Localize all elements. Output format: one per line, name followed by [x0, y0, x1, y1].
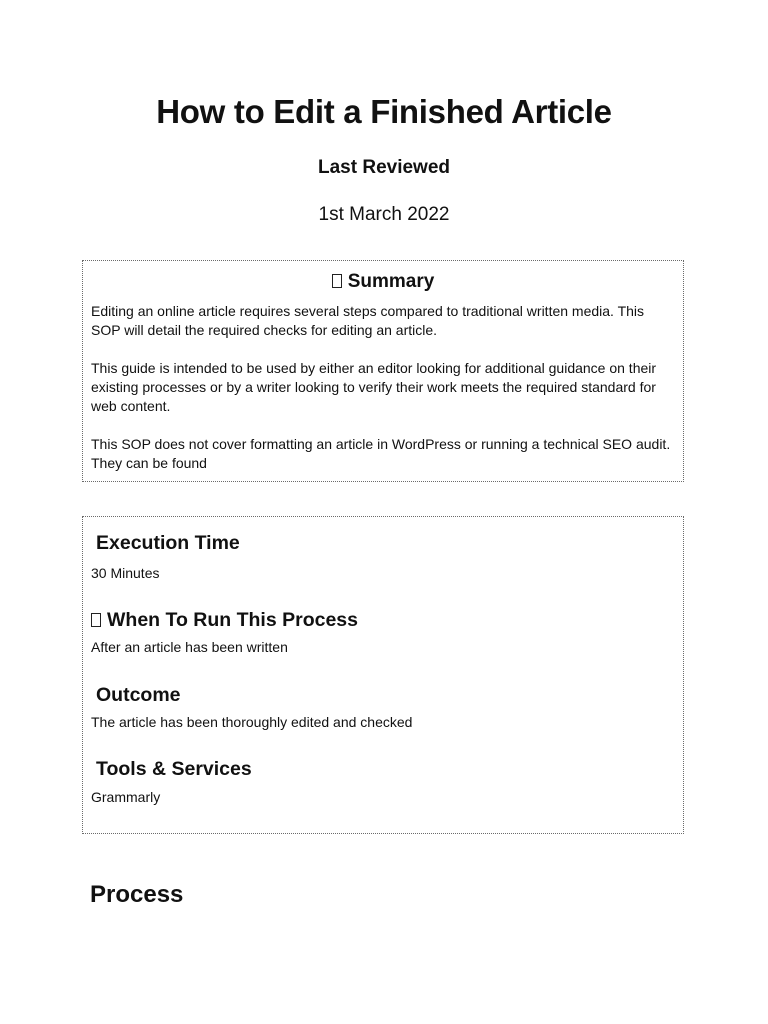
process-heading: Process	[90, 881, 184, 908]
when-to-run-heading-label: When To Run This Process	[107, 609, 358, 631]
outcome-value: The article has been thoroughly edited and checked	[91, 714, 413, 730]
summary-heading-label: Summary	[347, 271, 435, 292]
page-title: How to Edit a Finished Article	[156, 93, 612, 130]
tools-value: Grammarly	[91, 789, 161, 805]
summary-paragraph: This SOP does not cover formatting an article in WordPress or running a technical SEO audit. They can be found	[91, 436, 671, 471]
summary-text	[91, 302, 677, 473]
last-reviewed-date: 1st March 2022	[318, 204, 450, 225]
document-icon	[332, 274, 342, 288]
tools-heading: Tools & Services	[96, 758, 252, 780]
process-details-box	[82, 516, 684, 834]
last-reviewed-label: Last Reviewed	[318, 157, 450, 178]
execution-time-heading: Execution Time	[96, 532, 240, 554]
summary-paragraph: This guide is intended to be used by either an editor looking for additional guidance on their existing processes or by a writer looking to verify their work meets the required standard for web content.	[91, 360, 657, 414]
summary-paragraph: Editing an online article requires several steps compared to traditional written media. This SOP will detail the required checks for editing an article.	[91, 303, 645, 338]
when-to-run-heading	[91, 608, 358, 632]
outcome-heading: Outcome	[96, 684, 181, 706]
summary-heading	[83, 271, 683, 293]
calendar-icon	[91, 613, 101, 627]
summary-box	[82, 260, 684, 482]
execution-time-value: 30 Minutes	[91, 565, 160, 581]
when-to-run-value: After an article has been written	[91, 639, 288, 655]
